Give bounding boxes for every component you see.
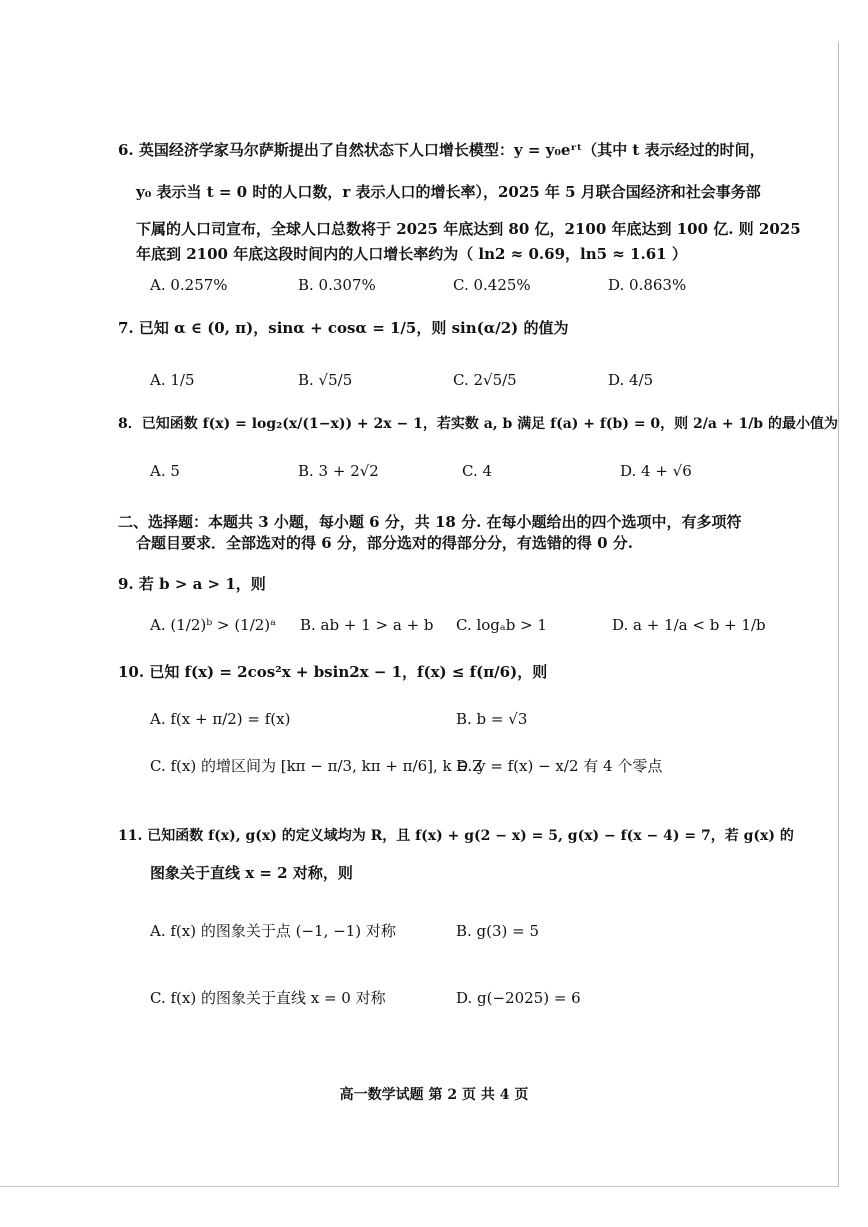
q7-option-c: C. 2√5/5 xyxy=(453,371,517,389)
q9-line-1: 9. 若 b > a > 1，则 xyxy=(118,575,266,593)
q7-line-1: 7. 已知 α ∈ (0, π)，sinα + cosα = 1/5，则 sin(α/2) 的值为 xyxy=(118,319,569,337)
q8-option-d: D. 4 + √6 xyxy=(620,462,692,480)
q10-option-a: A. f(x + π/2) = f(x) xyxy=(150,710,291,728)
section-2-heading-line-2: 合题目要求．全部选对的得 6 分，部分选对的得部分分，有选错的得 0 分. xyxy=(136,534,633,552)
q8-option-a: A. 5 xyxy=(150,462,180,480)
q8-option-c: C. 4 xyxy=(462,462,493,480)
q11-line-1: 11. 已知函数 f(x), g(x) 的定义域均为 R，且 f(x) + g(2 − x) = 5, g(x) − f(x − 4) = 7，若 g(x) 的 xyxy=(118,828,794,844)
section-2-heading-line-1: 二、选择题：本题共 3 小题，每小题 6 分，共 18 分. 在每小题给出的四个选项中，有多项符 xyxy=(118,513,742,531)
q8-option-b: B. 3 + 2√2 xyxy=(298,462,379,480)
q6-line-2: y₀ 表示当 t = 0 时的人口数，r 表示人口的增长率），2025 年 5 月联合国经济和社会事务部 xyxy=(136,183,761,201)
q7-option-a: A. 1/5 xyxy=(150,371,195,389)
q10-line-1: 10. 已知 f(x) = 2cos²x + bsin2x − 1，f(x) ≤ f(π/6)，则 xyxy=(118,663,548,681)
q6-option-b: B. 0.307% xyxy=(298,276,376,294)
q11-option-d: D. g(−2025) = 6 xyxy=(456,989,581,1007)
q6-line-1: 6. 英国经济学家马尔萨斯提出了自然状态下人口增长模型：y = y₀eʳᵗ（其中 t 表示经过的时间， xyxy=(118,141,765,159)
q11-option-a: A. f(x) 的图象关于点 (−1, −1) 对称 xyxy=(150,922,396,940)
q6-option-a: A. 0.257% xyxy=(150,276,228,294)
page-bottom-edge xyxy=(0,1186,838,1187)
q10-option-d: D. y = f(x) − x/2 有 4 个零点 xyxy=(456,757,663,775)
q9-option-d: D. a + 1/a < b + 1/b xyxy=(612,616,766,634)
q8-line-1: 8．已知函数 f(x) = log₂(x/(1−x)) + 2x − 1，若实数 a, b 满足 f(a) + f(b) = 0，则 2/a + 1/b 的最小值为 xyxy=(118,416,838,432)
q9-option-c: C. logₐb > 1 xyxy=(456,616,547,634)
q6-line-3: 下属的人口司宣布，全球人口总数将于 2025 年底达到 80 亿，2100 年底达到 100 亿. 则 2025 xyxy=(136,220,801,238)
q6-line-4: 年底到 2100 年底这段时间内的人口增长率约为（ ln2 ≈ 0.69，ln5 ≈ 1.61 ） xyxy=(136,245,687,263)
q6-option-c: C. 0.425% xyxy=(453,276,531,294)
q6-option-d: D. 0.863% xyxy=(608,276,687,294)
q7-option-b: B. √5/5 xyxy=(298,371,353,389)
q11-option-b: B. g(3) = 5 xyxy=(456,922,540,940)
q10-option-c: C. f(x) 的增区间为 [kπ − π/3, kπ + π/6], k ∈ Z xyxy=(150,757,483,775)
q9-option-b: B. ab + 1 > a + b xyxy=(300,616,434,634)
page-footer: 高一数学试题 第 2 页 共 4 页 xyxy=(339,1087,529,1103)
q11-line-2: 图象关于直线 x = 2 对称，则 xyxy=(150,864,353,882)
q10-option-b: B. b = √3 xyxy=(456,710,528,728)
page-right-edge xyxy=(838,42,839,1187)
q7-option-d: D. 4/5 xyxy=(608,371,654,389)
q11-option-c: C. f(x) 的图象关于直线 x = 0 对称 xyxy=(150,989,386,1007)
q9-option-a: A. (1/2)ᵇ > (1/2)ᵃ xyxy=(150,616,276,634)
